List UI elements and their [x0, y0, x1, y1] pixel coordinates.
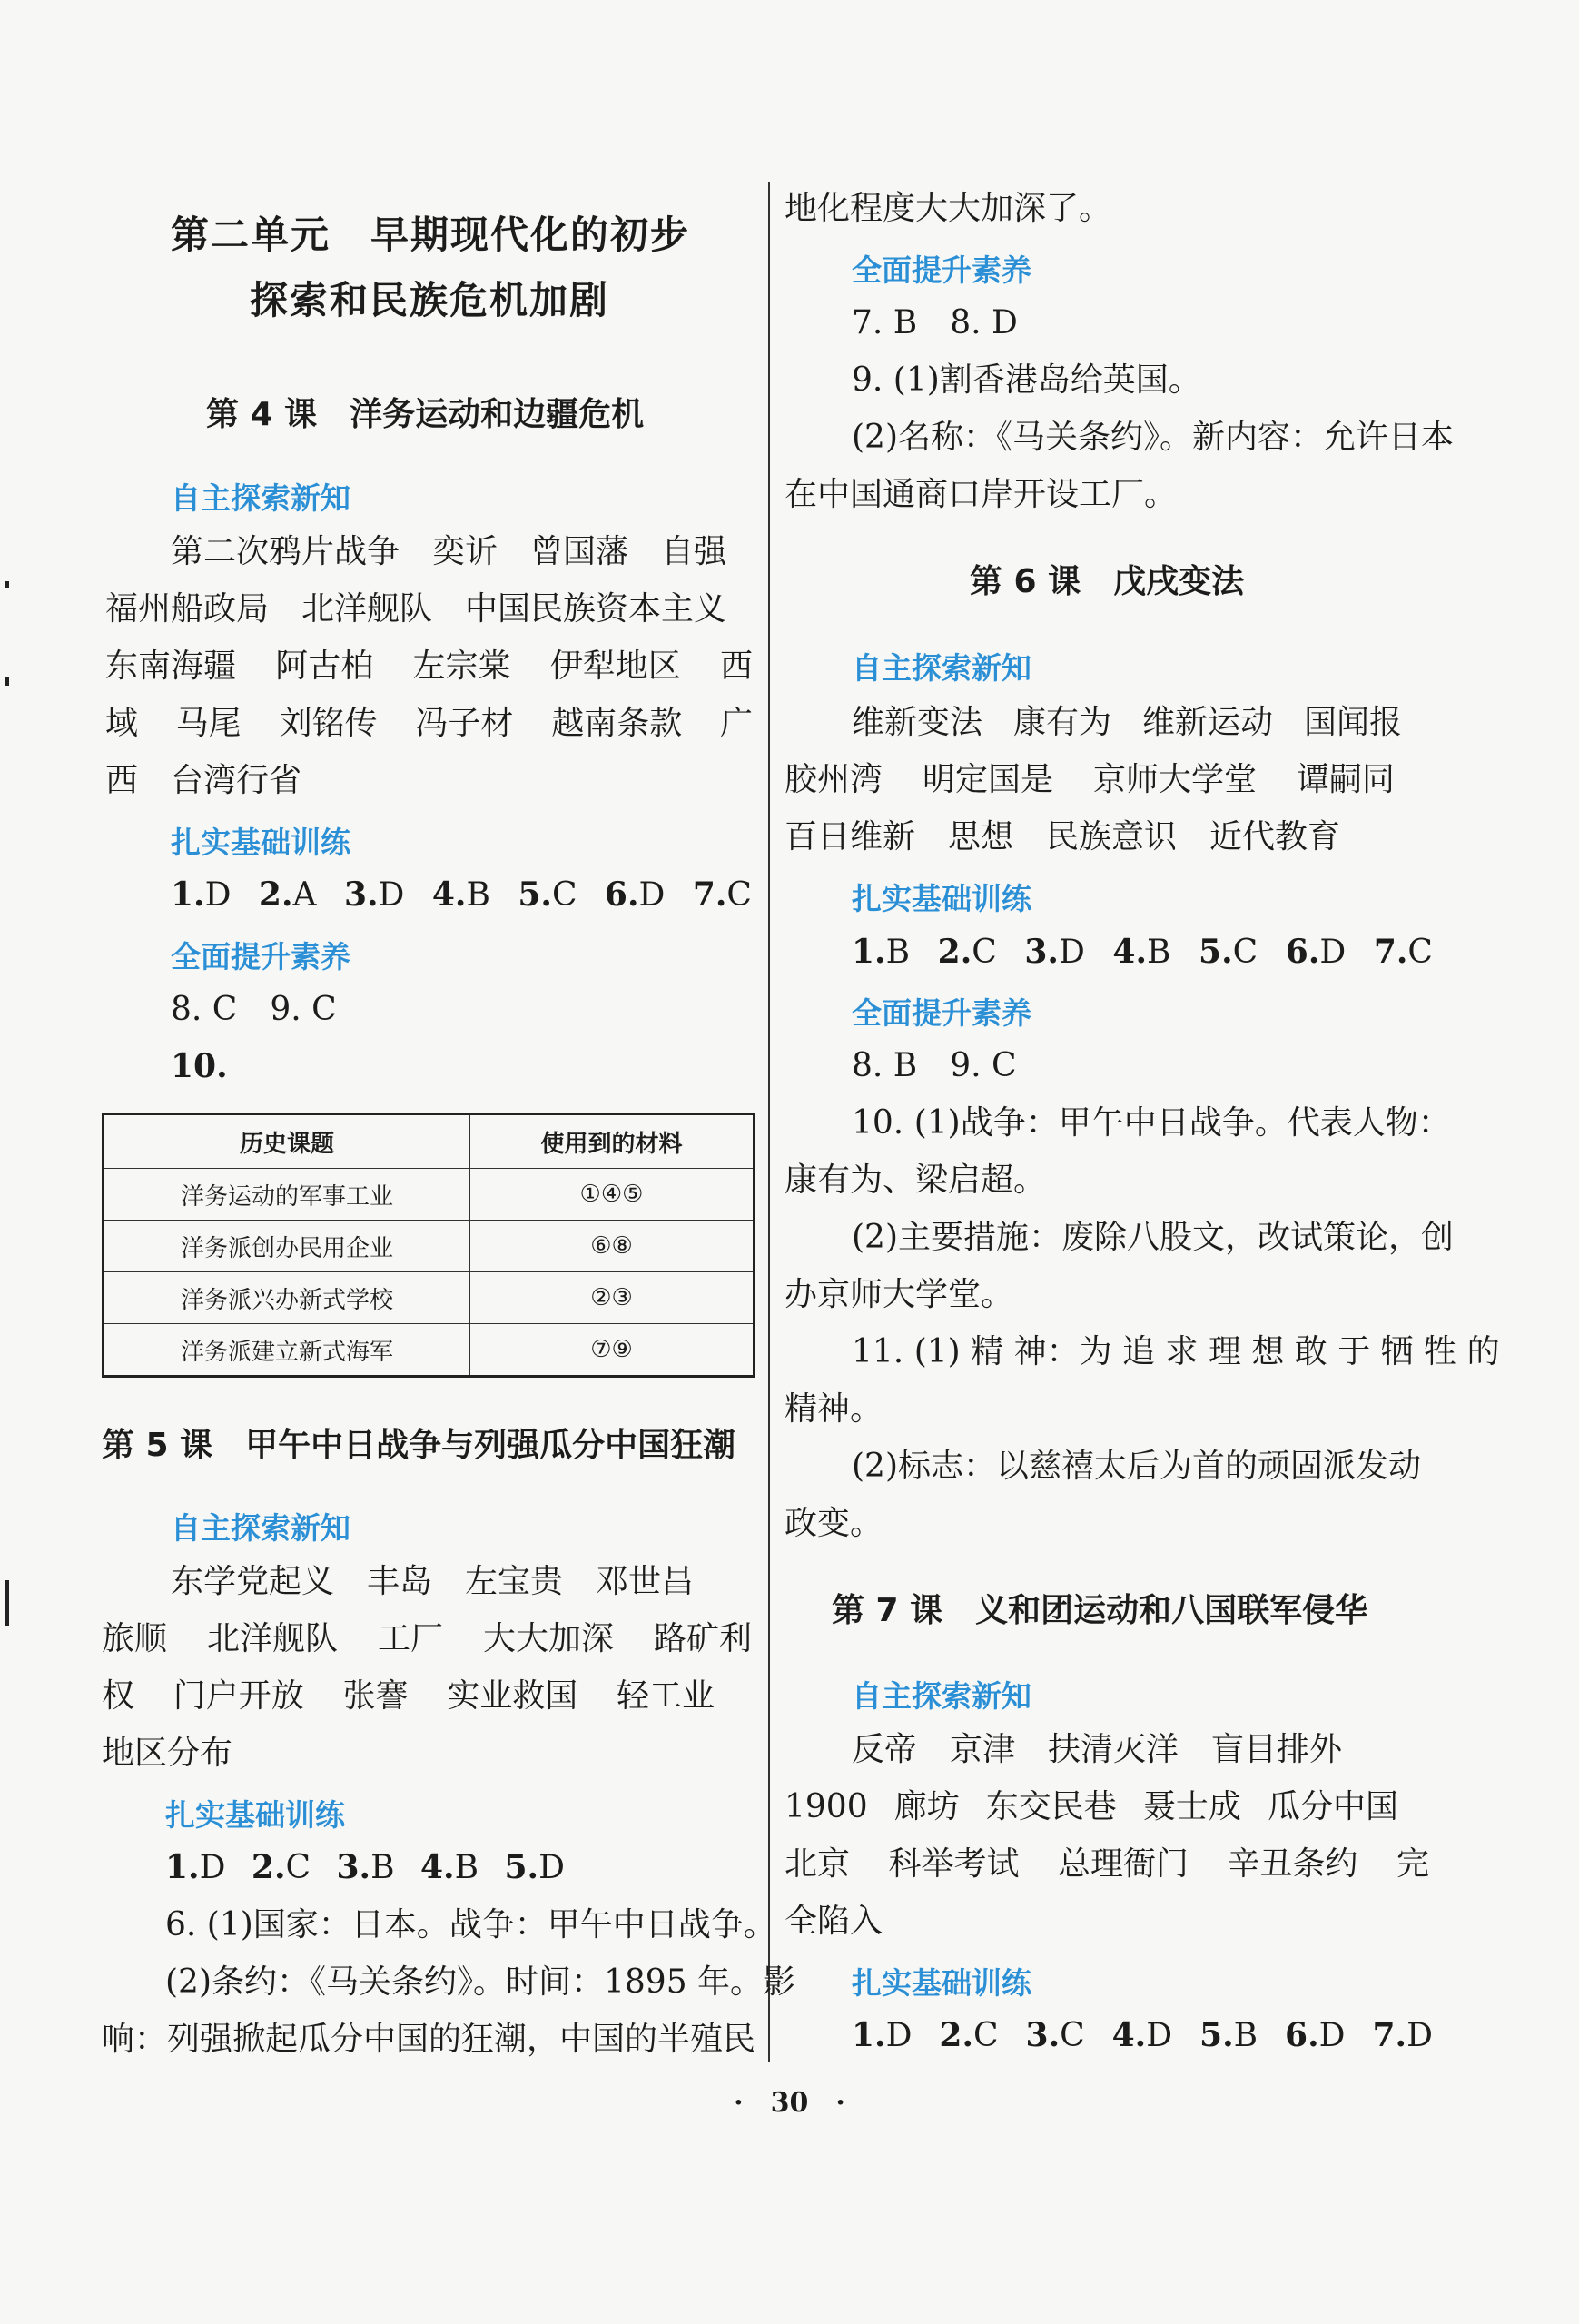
scan-edge-mark [5, 581, 9, 588]
lesson-5-q6-part2-line3: 地化程度大大加深了。 [785, 190, 1112, 227]
lesson-5-explore-line3: 权 门户开放 张謇 实业救国 轻工业 [102, 1677, 715, 1715]
lesson-4-explore-line1: 第二次鸦片战争 奕䜣 曾国藩 自强 [171, 533, 727, 570]
lesson-7-explore-line4: 全陷入 [785, 1903, 883, 1940]
lesson-6-q10-part1-line1: 10. (1)战争：甲午中日战争。代表人物： [852, 1104, 1451, 1142]
lesson-7-explore-line3: 北京 科举考试 总理衙门 辛丑条约 完 [785, 1845, 1429, 1883]
lesson-6-q11-part2-line1: (2)标志：以慈禧太后为首的顽固派发动 [852, 1448, 1421, 1485]
lesson-5-basic-answers: 1.D 2.C 3.B 4.B 5.D [165, 1848, 565, 1886]
lesson-5-section-improve: 全面提升素养 [852, 252, 1031, 288]
lesson-4-improve-answers: 8. C 9. C [171, 991, 337, 1028]
lesson-4-explore-line4: 域 马尾 刘铭传 冯子材 越南条款 广 [105, 705, 753, 742]
lesson-6-section-improve: 全面提升素养 [852, 995, 1031, 1031]
lesson-5-section-basic: 扎实基础训练 [165, 1797, 345, 1833]
lesson-6-q10-part1-line2: 康有为、梁启超。 [785, 1162, 1047, 1199]
lesson-5-improve-answers: 7. B 8. D [852, 304, 1018, 341]
table-header-topic: 历史课题 [104, 1114, 470, 1169]
lesson-6-title: 第 6 课 戊戌变法 [970, 563, 1245, 600]
table-header-materials: 使用到的材料 [470, 1114, 755, 1169]
lesson-5-explore-line2: 旅顺 北洋舰队 工厂 大大加深 路矿利 [102, 1620, 752, 1657]
lesson-5-q9-part1: 9. (1)割香港岛给英国。 [852, 361, 1201, 399]
unit-title-line2: 探索和民族危机加剧 [250, 278, 610, 322]
scan-edge-mark [5, 1580, 9, 1626]
lesson-6-q11-part1-line2: 精神。 [785, 1390, 883, 1428]
lesson-5-q9-part2-line2: 在中国通商口岸开设工厂。 [785, 476, 1178, 513]
table-cell-topic: 洋务派建立新式海军 [104, 1324, 470, 1377]
page-number: · 30 · [734, 2087, 845, 2119]
table-row [104, 1272, 755, 1324]
lesson-5-q6-part2-line2: 响：列强掀起瓜分中国的狂潮，中国的半殖民 [102, 2021, 756, 2058]
lesson-7-basic-answers: 1.D 2.C 3.C 4.D 5.B 6.D 7.D [852, 2016, 1433, 2054]
lesson-4-title: 第 4 课 洋务运动和边疆危机 [206, 396, 645, 433]
lesson-4-explore-line2: 福州船政局 北洋舰队 中国民族资本主义 [105, 590, 727, 628]
table-row [104, 1324, 755, 1377]
unit-title-line1: 第二单元 早期现代化的初步 [171, 213, 691, 257]
lesson-5-q6-part2-line1: (2)条约：《马关条约》。时间：1895 年。影 [165, 1963, 796, 2001]
lesson-7-section-explore: 自主探索新知 [852, 1678, 1031, 1714]
table-cell-materials: ②③ [470, 1272, 755, 1324]
lesson-6-section-explore: 自主探索新知 [852, 650, 1031, 686]
lesson-7-explore-line1: 反帝 京津 扶清灭洋 盲目排外 [852, 1731, 1343, 1768]
table-cell-topic: 洋务运动的军事工业 [104, 1169, 470, 1221]
lesson-6-explore-line1: 维新变法 康有为 维新运动 国闻报 [852, 704, 1402, 741]
lesson-5-q9-part2-line1: (2)名称：《马关条约》。新内容：允许日本 [852, 419, 1454, 456]
lesson-6-explore-line2: 胶州湾 明定国是 京师大学堂 谭嗣同 [785, 761, 1395, 798]
lesson-6-q11-part2-line2: 政变。 [785, 1505, 883, 1542]
lesson-6-q10-part2-line1: (2)主要措施：废除八股文，改试策论，创 [852, 1219, 1454, 1256]
table-row [104, 1169, 755, 1221]
lesson-4-section-improve: 全面提升素养 [171, 939, 350, 974]
lesson-5-title: 第 5 课 甲午中日战争与列强瓜分中国狂潮 [102, 1427, 736, 1464]
table-cell-materials: ⑥⑧ [470, 1221, 755, 1272]
lesson-5-explore-line4: 地区分布 [102, 1735, 233, 1772]
table-cell-materials: ①④⑤ [470, 1169, 755, 1221]
lesson-4-q10-label: 10. [171, 1047, 228, 1085]
lesson-4-explore-line5: 西 台湾行省 [105, 762, 302, 799]
lesson-4-basic-answers: 1.D 2.A 3.D 4.B 5.C 6.D 7.C [171, 875, 752, 914]
history-topics-table [102, 1113, 755, 1378]
lesson-4-section-explore: 自主探索新知 [171, 480, 350, 516]
table-row [104, 1221, 755, 1272]
lesson-7-section-basic: 扎实基础训练 [852, 1965, 1031, 2001]
lesson-6-explore-line3: 百日维新 思想 民族意识 近代教育 [785, 818, 1341, 855]
lesson-6-section-basic: 扎实基础训练 [852, 881, 1031, 916]
lesson-4-explore-line3: 东南海疆 阿古柏 左宗棠 伊犁地区 西 [105, 648, 753, 685]
lesson-5-q6-part1: 6. (1)国家：日本。战争：甲午中日战争。 [165, 1906, 776, 1943]
lesson-4-section-basic: 扎实基础训练 [171, 825, 350, 860]
table-cell-topic: 洋务派兴办新式学校 [104, 1272, 470, 1324]
lesson-6-q10-part2-line2: 办京师大学堂。 [785, 1276, 1014, 1313]
column-divider [768, 182, 770, 2062]
scan-edge-mark [5, 677, 9, 686]
lesson-6-basic-answers: 1.B 2.C 3.D 4.B 5.C 6.D 7.C [852, 933, 1433, 971]
table-header-row [104, 1114, 755, 1169]
lesson-6-improve-answers: 8. B 9. C [852, 1047, 1017, 1084]
table-cell-topic: 洋务派创办民用企业 [104, 1221, 470, 1272]
lesson-5-explore-line1: 东学党起义 丰岛 左宝贵 邓世昌 [171, 1563, 695, 1600]
lesson-7-title: 第 7 课 义和团运动和八国联军侵华 [832, 1592, 1368, 1629]
lesson-7-explore-line2: 1900 廊坊 东交民巷 聂士成 瓜分中国 [785, 1788, 1398, 1825]
lesson-6-q11-part1-line1: 11. (1) 精 神：为 追 求 理 想 敢 于 牺 牲 的 [852, 1333, 1500, 1370]
lesson-5-section-explore: 自主探索新知 [171, 1510, 350, 1546]
table-cell-materials: ⑦⑨ [470, 1324, 755, 1377]
